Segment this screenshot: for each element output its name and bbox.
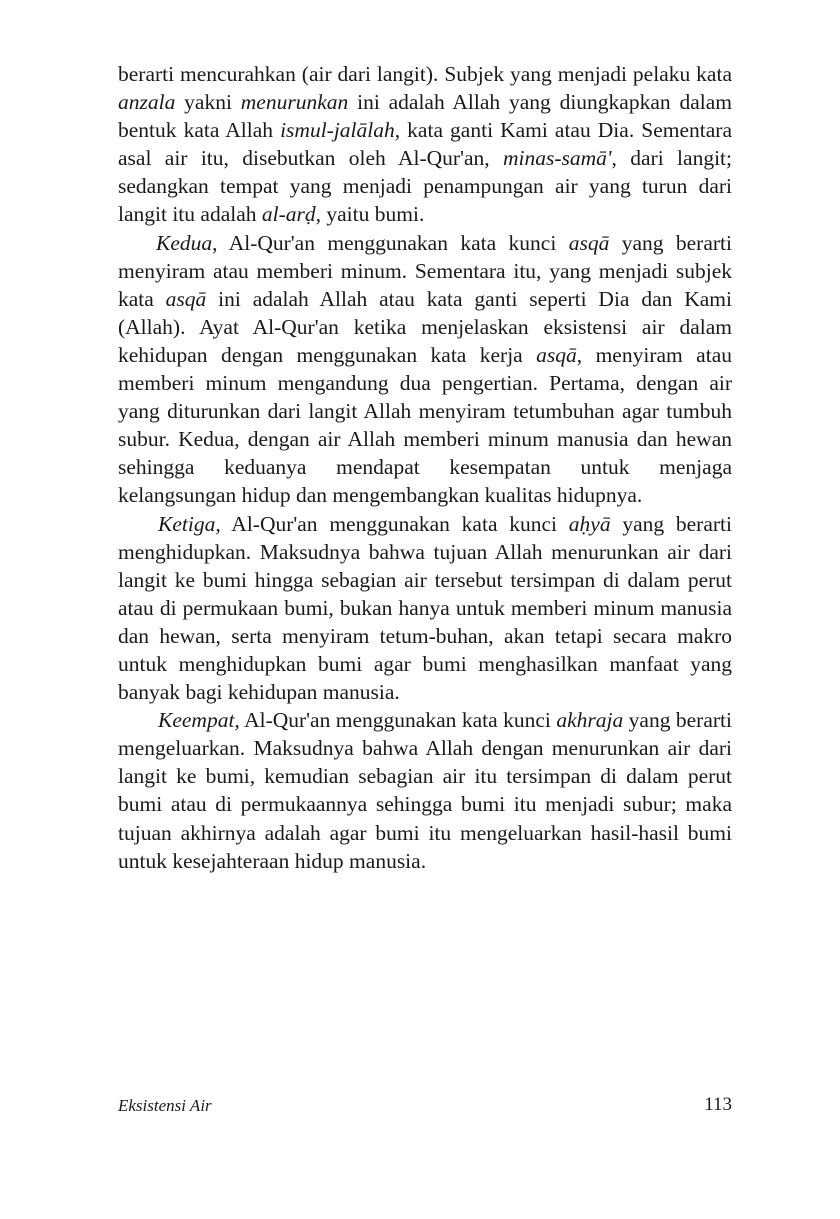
italic-term: Keempat,: [158, 708, 240, 733]
italic-term: ismul-jalālah: [280, 118, 395, 143]
text-run: yang berarti mengeluarkan. Maksudnya bahwa Allah dengan menurunkan air dari langit ke bumi, kemudian sebagian air itu tersimpan di dalam perut bumi atau di permukaannya sehingga bumi itu menjadi subur; maka tujuan akhirnya adalah agar bumi itu mengeluarkan hasil-hasil bumi untuk kesejahteraan hidup manusia.: [118, 708, 732, 873]
italic-term: Kedua: [156, 230, 213, 255]
text-run: yakni: [175, 90, 241, 115]
italic-term: minas-samā': [502, 146, 612, 171]
body-text: [118, 60, 732, 875]
text-run: berarti mencurahkan (air dari langit). Subjek yang menjadi pelaku kata: [118, 62, 732, 86]
italic-term: menurunkan: [240, 90, 349, 115]
text-run: yang berarti menyiram atau memberi minum. Sementara itu, yang menjadi subjek kata: [118, 230, 732, 311]
italic-term: al-arḍ: [261, 202, 316, 227]
text-run: yang berarti menghidupkan. Maksudnya bahwa tujuan Allah menurunkan air dari langit ke bumi hingga sebagian air tersebut tersimpan di dalam perut atau di permukaan bumi, bukan hanya untuk memberi minum manusia dan hewan, serta menyiram tetum-buhan, akan tetapi secara makro untuk menghidupkan bumi agar bumi menghasilkan manfaat yang banyak bagi kehidupan manusia.: [118, 511, 732, 705]
text-run: Al-Qur'an menggunakan kata kunci: [220, 511, 569, 536]
running-title: Eksistensi Air: [118, 1096, 212, 1115]
italic-term: asqā: [165, 286, 207, 311]
text-run: , dari langit; sedangkan tempat yang menjadi penampungan air yang turun dari langit itu adalah: [118, 146, 732, 227]
italic-term: Ketiga,: [158, 511, 221, 536]
text-run: , Al-Qur'an menggunakan kata kunci: [212, 230, 569, 255]
text-run: , yaitu bumi.: [315, 202, 425, 227]
paragraph-kedua: [118, 229, 732, 510]
text-run: , menyiram atau memberi minum mengandung dua pengertian. Pertama, dengan air yang diturunkan dari langit Allah menyiram tetumbuhan agar tumbuh subur. Kedua, dengan air Allah memberi minum manusia dan hewan sehingga keduanya mendapat kesempatan untuk menjaga kelangsungan hidup dan mengembangkan kualitas hidupnya.: [118, 342, 732, 508]
paragraph-continuation: [118, 60, 732, 229]
text-run: ini adalah Allah atau kata ganti seperti Dia dan Kami (Allah). Ayat Al-Qur'an ketika menjelaskan eksistensi air dalam kehidupan dengan menggunakan kata kerja: [118, 286, 732, 367]
italic-term: asqā: [536, 342, 577, 367]
paragraph-keempat: [118, 706, 732, 875]
text-run: Al-Qur'an menggunakan kata kunci: [239, 708, 557, 733]
text-run: ini adalah Allah yang diungkapkan dalam bentuk kata Allah: [118, 90, 732, 143]
italic-term: aḥyā: [568, 511, 611, 536]
paragraph-ketiga: [118, 510, 732, 707]
italic-term: anzala: [118, 90, 176, 115]
text-run: , kata ganti Kami atau Dia. Sementara asal air itu, disebutkan oleh Al-Qur'an,: [118, 118, 732, 171]
italic-term: akhraja: [556, 708, 624, 733]
page-number: 113: [704, 1094, 732, 1115]
italic-term: asqā: [568, 230, 610, 255]
